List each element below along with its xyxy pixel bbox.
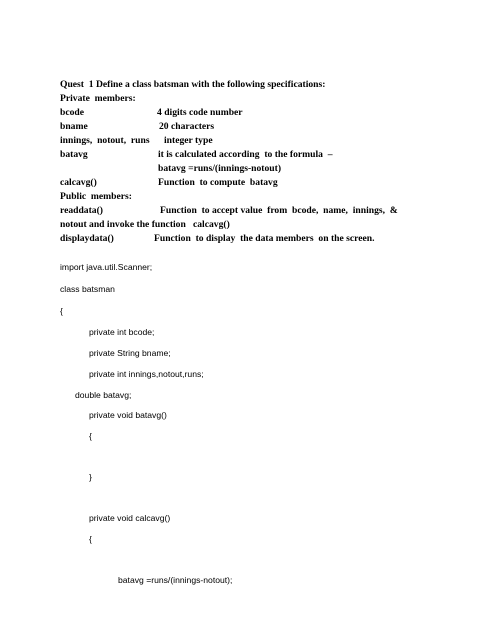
spec-name-bname: bname [60,121,88,132]
readdata-name: readdata() [60,205,103,216]
public-members-header: Public members: [60,191,132,202]
code-line-open-brace: { [60,306,63,316]
readdata-desc: Function to accept value from bcode, name, innings, & [160,205,398,216]
displaydata-desc: Function to display the data members on the screen. [154,233,375,244]
private-members-header: Private members: [60,93,136,104]
spec-formula: batavg =runs/(innings-notout) [158,163,282,174]
code-line-method-close: } [89,472,92,482]
code-line-bcode: private int bcode; [89,327,155,337]
code-line-batavg-field: double batavg; [75,390,132,400]
code-line-assignment: batavg =runs/(innings-notout); [118,575,233,585]
spec-desc-calcavg: Function to compute batavg [158,177,278,188]
code-line-import: import java.util.Scanner; [60,262,153,272]
spec-desc-innings: integer type [164,135,213,146]
spec-name-calcavg: calcavg() [60,177,97,188]
readdata-continued: notout and invoke the function calcavg() [60,219,230,230]
spec-desc-bname: 20 characters [159,121,215,132]
code-line-calcavg-open: { [89,534,92,544]
code-line-bname: private String bname; [89,348,171,358]
spec-desc-batavg: it is calculated according to the formula – [158,149,333,160]
code-line-ints: private int innings,notout,runs; [89,369,204,379]
spec-name-batavg: batavg [60,149,88,160]
displaydata-name: displaydata() [60,233,114,244]
spec-desc-bcode: 4 digits code number [157,107,243,118]
code-line-method-open: { [89,431,92,441]
code-line-batavg-method: private void batavg() [89,410,167,420]
code-line-calcavg-method: private void calcavg() [89,513,171,523]
spec-name-innings: innings, notout, runs [60,135,150,146]
spec-name-bcode: bcode [60,107,84,118]
code-line-class: class batsman [60,284,115,294]
question-title: Quest 1 Define a class batsman with the following specifications: [60,79,326,90]
